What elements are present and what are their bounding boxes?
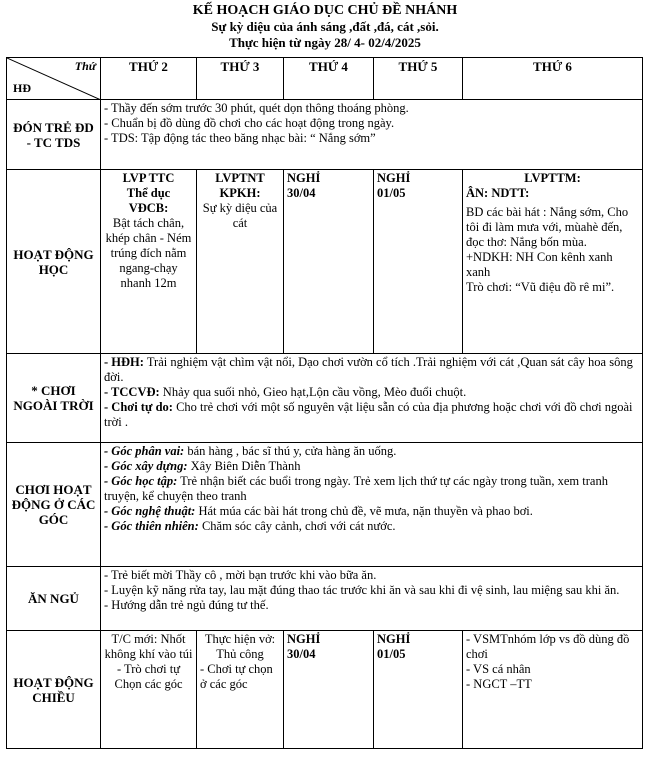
item-text: Nhảy qua suối nhỏ, Gieo hạt,Lộn cầu vồng, Mèo đuổi chuột. xyxy=(159,385,467,399)
holiday-date: 30/04 xyxy=(287,186,316,200)
corner-day-label: Thứ xyxy=(74,59,96,73)
row-hoat-dong-hoc xyxy=(7,170,643,354)
item-text: Xây Biên Diễn Thành xyxy=(187,459,301,473)
list-item: - Luyện kỹ năng rửa tay, lau mặt đúng thao tác trước khi ăn và sau khi đi vệ sinh, lau miệng sau khi ăn. xyxy=(104,583,620,597)
row-label: CHƠI HOẠT ĐỘNG Ở CÁC GÓC xyxy=(7,443,101,567)
cell-title: ÂN: NDTT: xyxy=(466,186,530,200)
cell-title: LVPTNT xyxy=(215,171,265,185)
list-item: - VS cá nhân xyxy=(466,662,531,676)
document-subtitle: Sự kỳ diệu của ánh sáng ,đất ,đá, cát ,sỏi. xyxy=(211,19,439,34)
hdc-thu3 xyxy=(197,631,284,749)
item-key: - Góc phân vai: xyxy=(104,444,185,458)
hdc-thu5 xyxy=(374,631,463,749)
row-label: ĂN NGỦ xyxy=(7,567,101,631)
cell-body: T/C mới: Nhốt không khí vào túi - Trò chơi tự Chọn các góc xyxy=(104,632,193,691)
row-label: * CHƠI NGOÀI TRỜI xyxy=(7,354,101,443)
list-item xyxy=(104,355,639,385)
list-item xyxy=(104,519,639,534)
row-label: ĐÓN TRẺ ĐD - TC TDS xyxy=(7,100,101,170)
item-text: Trẻ nhận biết các buổi trong ngày. Trẻ xem lịch thứ tự các ngày trong tuần, xem tranh truyện, kể chuyện theo tranh xyxy=(104,474,608,503)
item-key: - Góc thiên nhiên: xyxy=(104,519,199,533)
item-key: - Góc học tập: xyxy=(104,474,178,488)
plan-table xyxy=(6,57,643,749)
list-item xyxy=(104,459,639,474)
hdh-thu3 xyxy=(197,170,284,354)
list-item: - Trẻ biết mời Thầy cô , mời bạn trước khi vào bữa ăn. xyxy=(104,568,377,582)
list-item xyxy=(104,400,639,430)
don-tre-content xyxy=(101,100,643,170)
list-item: - Thầy đến sớm trước 30 phút, quét dọn thông thoáng phòng. xyxy=(104,101,409,115)
item-text: Hát múa các bài hát trong chủ đề, vẽ mưa, nặn thuyền và phao bơi. xyxy=(195,504,533,518)
table-header-row xyxy=(7,58,643,100)
cell-title: VĐCB: xyxy=(128,201,169,215)
holiday-label: NGHỈ xyxy=(377,171,411,185)
cell-title: LVP TTC xyxy=(122,171,175,185)
document-header xyxy=(0,0,650,51)
choi-goc-content xyxy=(101,443,643,567)
cell-body: Thực hiện vở: Thủ công xyxy=(204,632,276,661)
day-header: THỨ 2 xyxy=(101,58,197,100)
cell-body: Sự kỳ diệu của cát xyxy=(202,201,278,230)
hdh-thu4 xyxy=(284,170,374,354)
cell-title: KPKH: xyxy=(219,186,261,200)
row-an-ngu xyxy=(7,567,643,631)
item-text: bán hàng , bác sĩ thú y, cửa hàng ăn uống. xyxy=(184,444,397,458)
item-text: Trải nghiệm vật chìm vật nổi, Dạo chơi vườn cổ tích .Trải nghiệm với cát ,Quan sát cây hoa sông đời. xyxy=(104,355,633,384)
holiday-label: NGHỈ xyxy=(287,171,321,185)
list-item: - Chuẩn bị đồ dùng đồ chơi cho các hoạt động trong ngày. xyxy=(104,116,395,130)
document-title: KẾ HOẠCH GIÁO DỤC CHỦ ĐỀ NHÁNH xyxy=(192,3,458,18)
hdc-thu2 xyxy=(101,631,197,749)
item-key: - Chơi tự do: xyxy=(104,400,173,414)
row-choi-goc xyxy=(7,443,643,567)
day-header: THỨ 5 xyxy=(374,58,463,100)
cell-body: Trò chơi: “Vũ điệu đồ rê mi”. xyxy=(466,280,615,294)
cell-body: - Chơi tự chọn ở các góc xyxy=(200,662,273,691)
cell-body: Bật tách chân, khép chân - Ném trúng đích nằm ngang-chạy nhanh 12m xyxy=(105,216,192,290)
hdh-thu2 xyxy=(101,170,197,354)
holiday-date: 30/04 xyxy=(287,647,316,661)
list-item xyxy=(104,444,639,459)
cell-body: +NDKH: NH Con kênh xanh xanh xyxy=(466,250,613,279)
item-text: Chăm sóc cây cảnh, chơi với cát nước. xyxy=(198,519,396,533)
list-item: - TDS: Tập động tác theo băng nhạc bài: “ Nắng sớm” xyxy=(104,131,376,145)
hdc-thu4 xyxy=(284,631,374,749)
row-choi-ngoai-troi xyxy=(7,354,643,443)
hdh-thu5 xyxy=(374,170,463,354)
list-item xyxy=(104,504,639,519)
list-item xyxy=(104,474,639,504)
row-label: HOẠT ĐỘNG CHIỀU xyxy=(7,631,101,749)
an-ngu-content xyxy=(101,567,643,631)
list-item xyxy=(104,385,639,400)
cell-title: Thể dục xyxy=(126,186,171,200)
item-key: - HĐH: xyxy=(104,355,144,369)
cell-title: LVPTTM: xyxy=(524,171,581,185)
corner-activity-label: HĐ xyxy=(13,81,31,95)
cell-body: BD các bài hát : Nắng sớm, Cho tôi đi làm mưa với, mùahè đến, đọc thơ: Nắng bốn mùa. xyxy=(466,205,629,249)
holiday-date: 01/05 xyxy=(377,647,406,661)
item-key: - Góc nghệ thuật: xyxy=(104,504,196,518)
holiday-date: 01/05 xyxy=(377,186,406,200)
list-item: - NGCT –TT xyxy=(466,677,532,691)
holiday-label: NGHỈ xyxy=(287,632,321,646)
choi-ngoai-troi-content xyxy=(101,354,643,443)
item-key: - TCCVĐ: xyxy=(104,385,160,399)
hdc-thu6 xyxy=(463,631,643,749)
hdh-thu6 xyxy=(463,170,643,354)
row-label: HOẠT ĐỘNG HỌC xyxy=(7,170,101,354)
list-item: - VSMTnhóm lớp vs đồ dùng đồ chơi xyxy=(466,632,630,661)
item-text: Cho trẻ chơi với một số nguyên vật liệu sẵn có của địa phương hoặc chơi với đồ chơi ngoài trời . xyxy=(104,400,633,429)
day-header: THỨ 4 xyxy=(284,58,374,100)
corner-cell xyxy=(7,58,101,100)
item-key: - Góc xây dựng: xyxy=(104,459,188,473)
holiday-label: NGHỈ xyxy=(377,632,411,646)
row-hoat-dong-chieu xyxy=(7,631,643,749)
document-dates: Thực hiện từ ngày 28/ 4- 02/4/2025 xyxy=(229,35,421,50)
day-header: THỨ 6 xyxy=(463,58,643,100)
row-don-tre xyxy=(7,100,643,170)
list-item: - Hướng dẫn trẻ ngủ đúng tư thế. xyxy=(104,598,269,612)
day-header: THỨ 3 xyxy=(197,58,284,100)
